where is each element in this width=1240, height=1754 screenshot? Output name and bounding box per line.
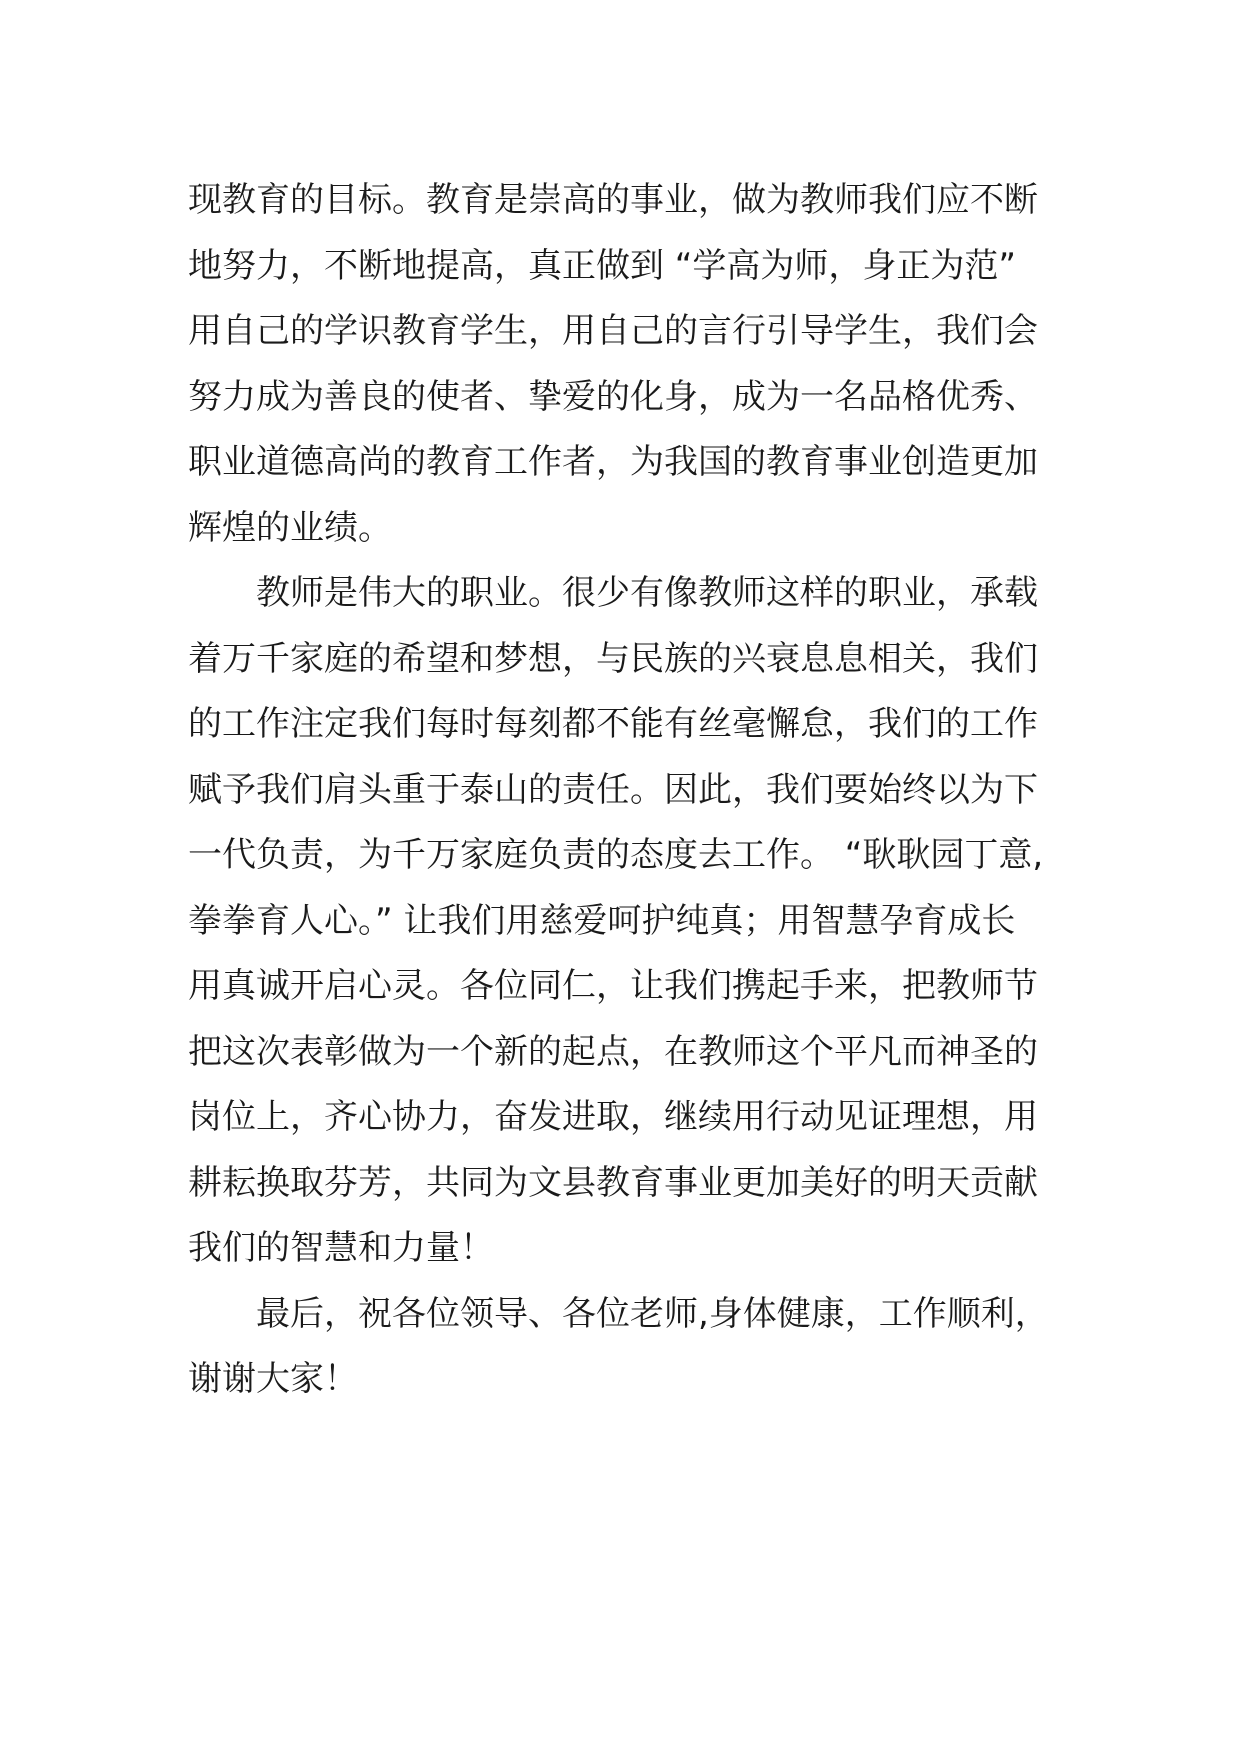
text-line: 现教育的目标。教育是崇高的事业，做为教师我们应不断: [188, 180, 1038, 220]
text-line: 地努力，不断地提高，真正做到 “学高为师，身正为范”: [188, 245, 1017, 286]
text-line: 努力成为善良的使者、挚爱的化身，成为一名品格优秀、: [188, 376, 1038, 417]
text-line: 一代负责，为千万家庭负责的态度去工作。 “耿耿园丁意,: [188, 835, 1044, 875]
text-line: 赋予我们肩头重于泰山的责任。因此，我们要始终以为下: [188, 769, 1038, 810]
text-line: 把这次表彰做为一个新的起点，在教师这个平凡而神圣的: [188, 1031, 1038, 1072]
text-line: 着万千家庭的希望和梦想，与民族的兴衰息息相关，我们: [188, 638, 1038, 679]
text-line: 用真诚开启心灵。各位同仁，让我们携起手来，把教师节: [188, 966, 1038, 1006]
text-line: 辉煌的业绩。: [188, 507, 392, 548]
text-line: 岗位上，齐心协力，奋发进取，继续用行动见证理想，用: [188, 1097, 1038, 1137]
body-text: [188, 168, 1068, 1413]
text-line: 的工作注定我们每时每刻都不能有丝毫懈怠，我们的工作: [188, 704, 1038, 744]
text-line: 教师是伟大的职业。很少有像教师这样的职业，承载: [256, 573, 1038, 613]
text-line: 用自己的学识教育学生，用自己的言行引导学生，我们会: [188, 311, 1038, 351]
text-line: 我们的智慧和力量！: [188, 1228, 494, 1268]
text-line: 职业道德高尚的教育工作者，为我国的教育事业创造更加: [188, 442, 1038, 482]
text-line: 最后，祝各位领导、各位老师,身体健康，工作顺利，: [256, 1293, 1049, 1334]
text-line: 谢谢大家！: [188, 1359, 358, 1399]
text-line: 拳拳育人心。” 让我们用慈爱呵护纯真；用智慧孕育成长: [188, 900, 1016, 941]
text-line: 耕耘换取芬芳，共同为文县教育事业更加美好的明天贡献: [188, 1162, 1038, 1203]
